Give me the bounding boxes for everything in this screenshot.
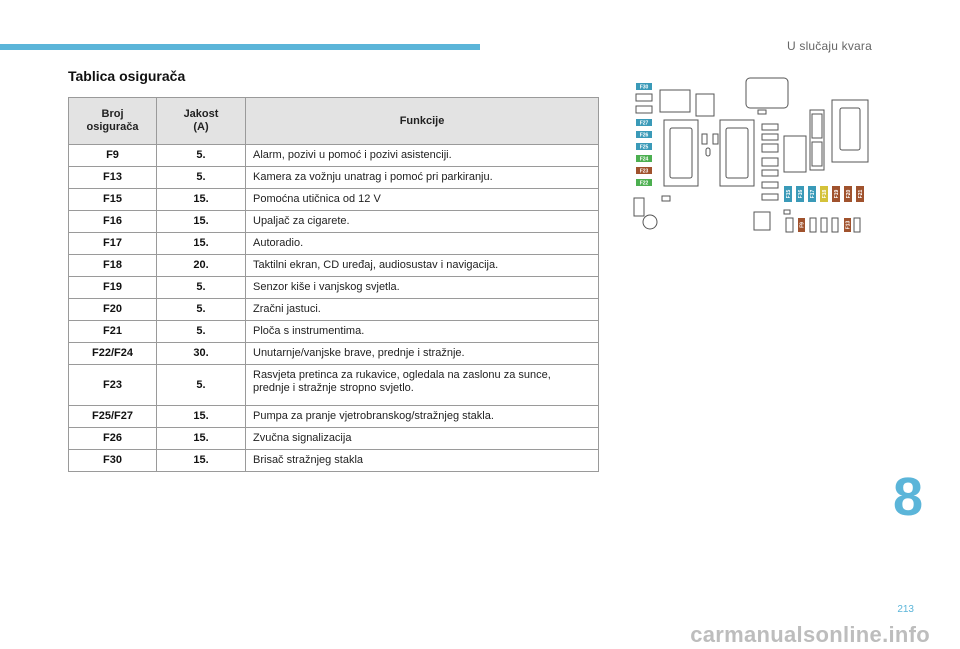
fuse-label-f19 [832, 186, 840, 202]
fuse-amperage: 20. [157, 255, 246, 277]
fuse-function: Brisač stražnjeg stakla [246, 450, 599, 472]
fuse-amperage: 15. [157, 233, 246, 255]
table-row [69, 343, 599, 365]
table-row [69, 255, 599, 277]
fuse-amperage: 5. [157, 365, 246, 406]
fuse-label-text: F26 [639, 132, 649, 139]
table-row [69, 299, 599, 321]
table-row [69, 428, 599, 450]
fuse-amperage: 30. [157, 343, 246, 365]
fuse-label-text: F15 [786, 189, 792, 199]
fuse-amperage: 15. [157, 189, 246, 211]
fuse-number: F19 [69, 277, 157, 299]
fuse-function: Zvučna signalizacija [246, 428, 599, 450]
fuse-number: F30 [69, 450, 157, 472]
fuse-label-f9 [798, 218, 806, 232]
fuse-label-text: F9 [799, 222, 806, 228]
fuse-label-f13 [844, 218, 852, 232]
fuse-label-f27 [636, 119, 652, 127]
fuse-amperage: 15. [157, 211, 246, 233]
fuse-number: F22/F24 [69, 343, 157, 365]
fuse-function: Autoradio. [246, 233, 599, 255]
fuse-number: F16 [69, 211, 157, 233]
fuse-function: Taktilni ekran, CD uređaj, audiosustav i navigacija. [246, 255, 599, 277]
fuse-function: Upaljač za cigarete. [246, 211, 599, 233]
table-header-row [69, 98, 599, 145]
section-title: Tablica osigurača [68, 68, 186, 84]
fuse-box-outline [634, 78, 868, 232]
fuse-function: Kamera za vožnju unatrag i pomoć pri parkiranju. [246, 167, 599, 189]
fuse-label-f16 [796, 186, 804, 202]
table-row [69, 321, 599, 343]
fuse-function: Pomoćna utičnica od 12 V [246, 189, 599, 211]
fuse-number: F9 [69, 145, 157, 167]
table-row [69, 211, 599, 233]
left-fuse-labels [636, 83, 652, 187]
fuse-label-f25 [636, 143, 652, 151]
fuse-label-f22 [636, 179, 652, 187]
fuse-function: Senzor kiše i vanjskog svjetla. [246, 277, 599, 299]
fuse-table [68, 97, 599, 472]
fuse-label-text: F21 [858, 189, 864, 199]
fuse-function: Rasvjeta pretinca za rukavice, ogledala na zaslonu za sunce, prednje i stražnje stropno svjetlo. [246, 365, 599, 406]
fuse-function: Zračni jastuci. [246, 299, 599, 321]
fuse-number: F18 [69, 255, 157, 277]
fuse-label-f21 [856, 186, 864, 202]
fuse-label-text: F27 [639, 120, 649, 127]
fuse-amperage: 5. [157, 167, 246, 189]
fuse-number: F20 [69, 299, 157, 321]
fuse-label-text: F13 [845, 220, 852, 230]
fuse-label-text: F18 [822, 189, 828, 199]
fuse-box-diagram [628, 76, 878, 246]
fuse-number: F13 [69, 167, 157, 189]
table-row [69, 365, 599, 406]
table-row [69, 277, 599, 299]
table-row [69, 167, 599, 189]
fuse-amperage: 15. [157, 428, 246, 450]
fuse-number: F21 [69, 321, 157, 343]
fuse-label-f30 [636, 83, 652, 91]
fuse-function: Pumpa za pranje vjetrobranskog/stražnjeg stakla. [246, 406, 599, 428]
fuse-label-f15 [784, 186, 792, 202]
table-row [69, 406, 599, 428]
fuse-function: Alarm, pozivi u pomoć i pozivi asistenciji. [246, 145, 599, 167]
fuse-label-f26 [636, 131, 652, 139]
fuse-amperage: 5. [157, 145, 246, 167]
fuse-number: F17 [69, 233, 157, 255]
fuse-label-text: F19 [834, 189, 840, 199]
fuse-amperage: 5. [157, 277, 246, 299]
chapter-number: 8 [893, 467, 924, 527]
fuse-label-f20 [844, 186, 852, 202]
fuse-label-text: F23 [639, 168, 649, 175]
header-function: Funkcije [246, 98, 599, 145]
header-accent-bar [0, 44, 480, 50]
header-fuse-number: Broj osigurača [69, 98, 157, 145]
fuse-label-text: F20 [846, 189, 852, 199]
bottom-fuse-labels [798, 218, 852, 232]
fuse-label-text: F25 [639, 144, 649, 151]
fuse-label-text: F24 [639, 156, 649, 163]
table-row [69, 189, 599, 211]
fuse-amperage: 5. [157, 321, 246, 343]
chapter-title: U slučaju kvara [786, 39, 872, 53]
table-row [69, 450, 599, 472]
fuse-label-f18 [820, 186, 828, 202]
fuse-amperage: 5. [157, 299, 246, 321]
fuse-number: F26 [69, 428, 157, 450]
fuse-label-f23 [636, 167, 652, 175]
right-fuse-labels [784, 186, 864, 202]
fuse-label-text: F22 [639, 180, 649, 187]
fuse-label-f17 [808, 186, 816, 202]
fuse-number: F25/F27 [69, 406, 157, 428]
table-row [69, 233, 599, 255]
page-number: 213 [897, 604, 914, 615]
fuse-amperage: 15. [157, 406, 246, 428]
fuse-label-text: F16 [798, 189, 804, 199]
header-amperage: Jakost (A) [157, 98, 246, 145]
fuse-number: F15 [69, 189, 157, 211]
watermark: carmanualsonline.info [690, 622, 930, 647]
table-row [69, 145, 599, 167]
fuse-number: F23 [69, 365, 157, 406]
fuse-label-text: F30 [639, 84, 649, 91]
fuse-label-f24 [636, 155, 652, 163]
fuse-function: Ploča s instrumentima. [246, 321, 599, 343]
fuse-label-text: F17 [810, 189, 816, 199]
fuse-amperage: 15. [157, 450, 246, 472]
fuse-function: Unutarnje/vanjske brave, prednje i stražnje. [246, 343, 599, 365]
